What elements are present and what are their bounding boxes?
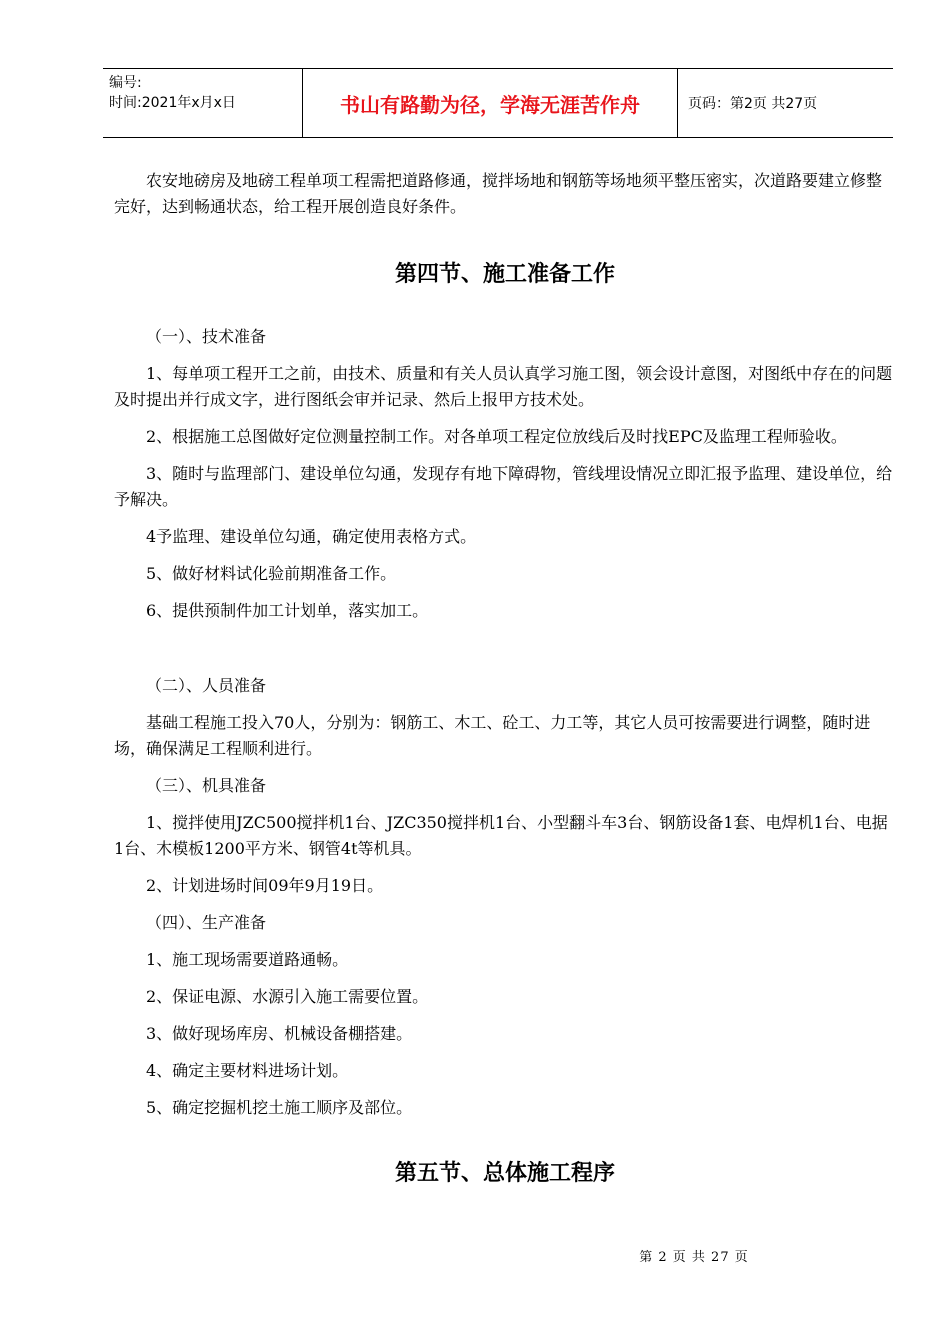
time-label: 时间:2021年x月x日 — [109, 95, 236, 111]
prod-title: （四）、生产准备 — [146, 913, 267, 932]
equip-item: 1、搅拌使用JZC500搅拌机1台、JZC350搅拌机1台、小型翻斗车3台、钢筋设备1套、电焊机1台、电据1台、木模板1200平方米、钢管4t等机具。 — [114, 813, 888, 858]
tech-title: （一）、技术准备 — [146, 327, 267, 346]
equip-item: 2、计划进场时间09年9月19日。 — [146, 876, 384, 895]
staff-paragraph: 基础工程施工投入70人，分别为：钢筋工、木工、砼工、力工等，其它人员可按需要进行调整，随时进场，确保满足工程顺利进行。 — [114, 713, 871, 758]
equip-title: （三）、机具准备 — [146, 776, 267, 795]
section4-heading: 第四节、施工准备工作 — [394, 262, 615, 287]
tech-item: 4予监理、建设单位勾通，确定使用表格方式。 — [146, 527, 477, 546]
tech-item: 3、随时与监理部门、建设单位勾通，发现存有地下障碍物，管线埋设情况立即汇报予监理、建设单位，给予解决。 — [114, 464, 893, 509]
page-footer: 第 2 页 共 27 页 — [639, 1250, 749, 1265]
prod-item: 2、保证电源、水源引入施工需要位置。 — [146, 987, 429, 1006]
prod-item: 1、施工现场需要道路通畅。 — [146, 950, 349, 969]
staff-title: （二）、人员准备 — [146, 676, 267, 695]
header-meta — [103, 69, 303, 137]
prod-item: 3、做好现场库房、机械设备棚搭建。 — [146, 1024, 413, 1043]
page-header — [103, 68, 893, 138]
section5-heading: 第五节、总体施工程序 — [394, 1161, 615, 1186]
header-page-info: 页码：第2页 共27页 — [688, 96, 818, 112]
prod-item: 5、确定挖掘机挖土施工顺序及部位。 — [146, 1098, 413, 1117]
intro-paragraph: 农安地磅房及地磅工程单项工程需把道路修通，搅拌场地和钢筋等场地须平整压密实，次道路要建立修整完好，达到畅通状态，给工程开展创造良好条件。 — [114, 171, 883, 216]
header-motto: 书山有路勤为径，学海无涯苦作舟 — [303, 69, 678, 137]
tech-item: 2、根据施工总图做好定位测量控制工作。对各单项工程定位放线后及时找EPC及监理工程师验收。 — [146, 427, 847, 446]
tech-item: 1、每单项工程开工之前，由技术、质量和有关人员认真学习施工图，领会设计意图，对图纸中存在的问题及时提出并行成文字，进行图纸会审并记录、然后上报甲方技术处。 — [114, 364, 893, 409]
tech-item: 5、做好材料试化验前期准备工作。 — [146, 564, 397, 583]
document-body — [114, 168, 896, 1189]
number-label: 编号: — [109, 75, 142, 91]
tech-item: 6、提供预制件加工计划单，落实加工。 — [146, 601, 429, 620]
prod-item: 4、确定主要材料进场计划。 — [146, 1061, 349, 1080]
